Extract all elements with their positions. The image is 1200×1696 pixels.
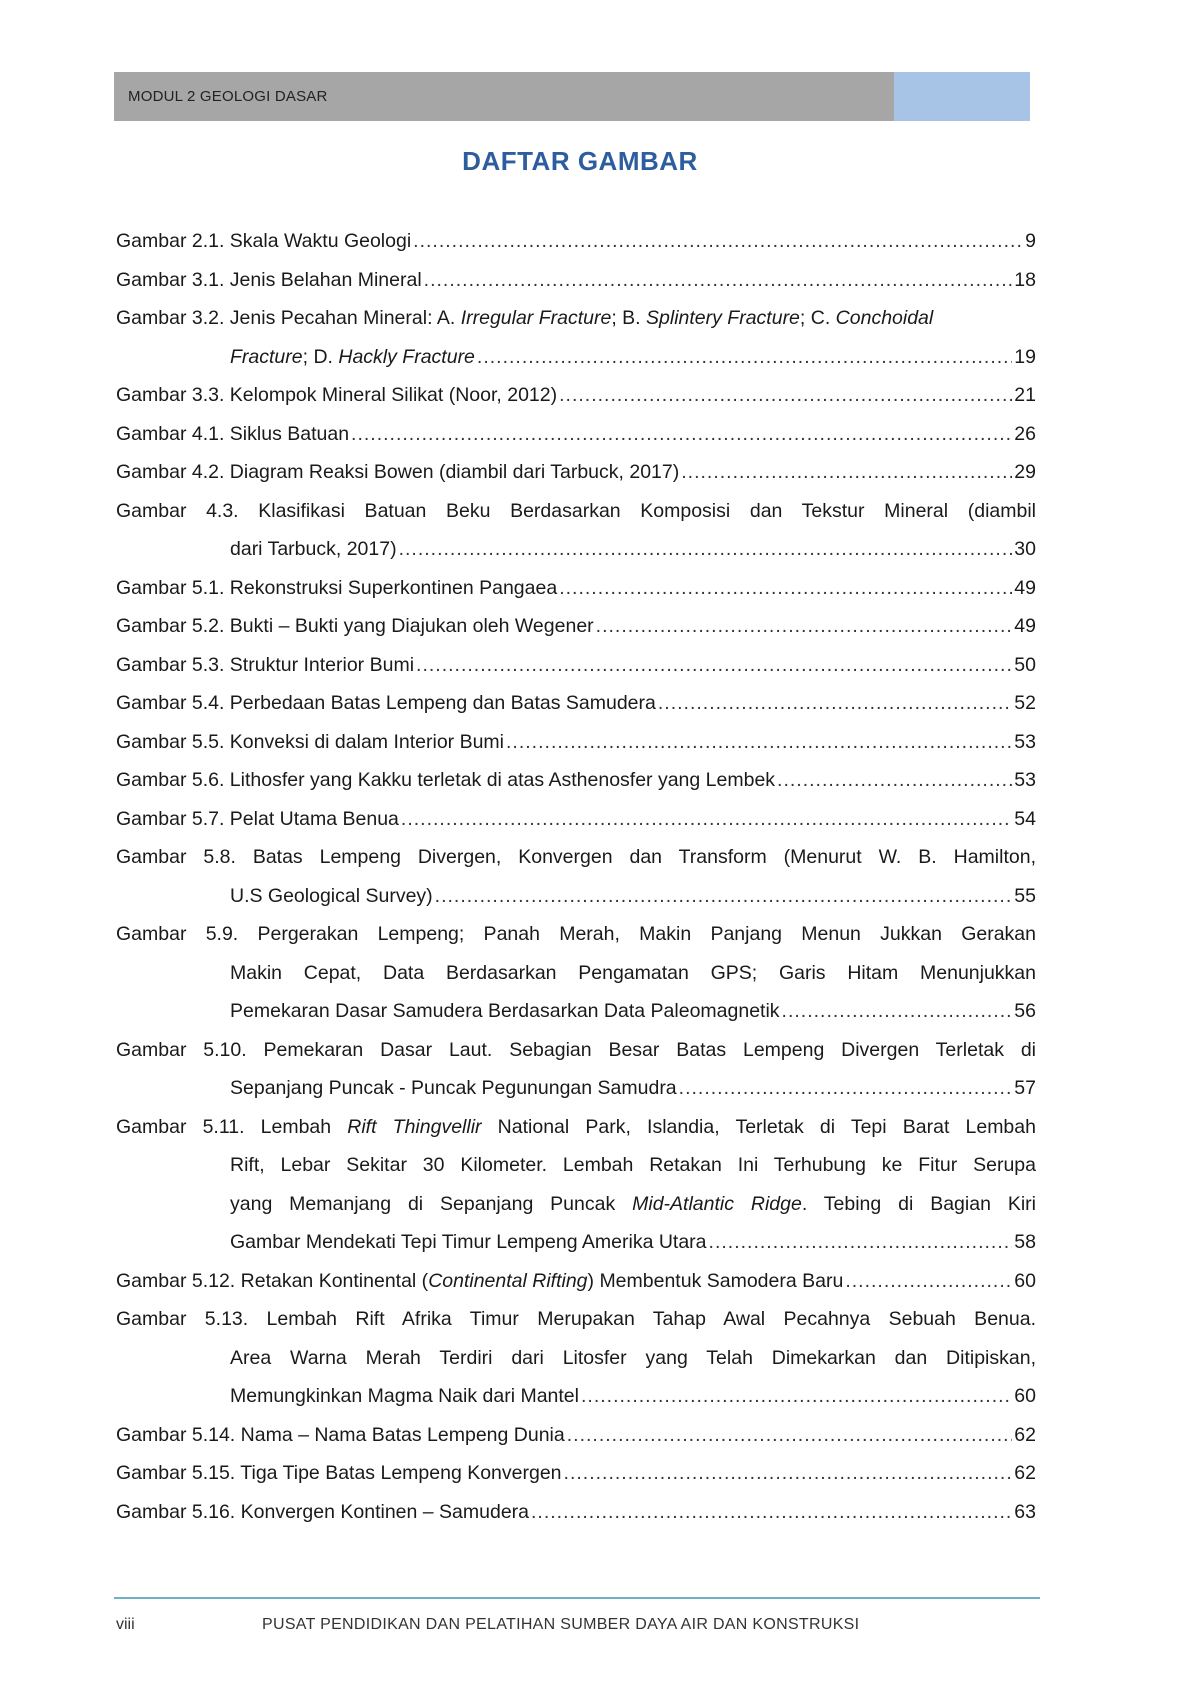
entry-text: Gambar 5.1. Rekonstruksi Superkontinen Pangaea xyxy=(116,576,558,599)
entry-text: Gambar 4.2. Diagram Reaksi Bowen (diambil dari Tarbuck, 2017) xyxy=(116,461,680,483)
footer-page-number: viii xyxy=(116,1616,135,1633)
toc-entry[interactable] xyxy=(116,1454,1036,1493)
page-number: 63 xyxy=(1014,1500,1036,1523)
toc-entry[interactable] xyxy=(116,838,1036,915)
page-number: 53 xyxy=(1014,769,1036,791)
entry-text: Rift, Lebar Sekitar 30 Kilometer. Lembah Retakan Ini Terhubung ke Fitur Serupa xyxy=(230,1154,1036,1176)
toc-entry[interactable] xyxy=(116,1108,1036,1262)
entry-text xyxy=(230,338,475,377)
list-of-figures xyxy=(116,222,1036,1531)
leader-dots xyxy=(679,1069,1013,1108)
page-title: DAFTAR GAMBAR xyxy=(462,146,698,176)
toc-entry[interactable] xyxy=(116,1493,1036,1532)
entry-text: Area Warna Merah Terdiri dari Litosfer yang Telah Dimekarkan dan Ditipiskan, xyxy=(230,1346,1036,1369)
entry-italic-term: Continental Rifting xyxy=(428,1269,588,1292)
leader-dots xyxy=(413,222,1023,261)
entry-text: Gambar 5.7. Pelat Utama Benua xyxy=(116,807,399,830)
toc-entry[interactable] xyxy=(116,761,1036,800)
page-number: 60 xyxy=(1014,1269,1036,1292)
leader-dots xyxy=(531,1493,1012,1532)
entry-text-part: ; D. xyxy=(302,345,339,368)
leader-dots xyxy=(401,800,1012,839)
entry-text: Gambar 5.4. Perbedaan Batas Lempeng dan Batas Samudera xyxy=(116,692,656,714)
entry-text-part: National Park, Islandia, Terletak di Tepi Barat Lembah xyxy=(481,1115,1036,1138)
page-number: 50 xyxy=(1014,653,1036,676)
page-number: 56 xyxy=(1014,1000,1036,1022)
entry-text: Gambar 5.16. Konvergen Kontinen – Samudera xyxy=(116,1500,530,1523)
page-number: 52 xyxy=(1014,692,1036,714)
leader-dots xyxy=(399,530,1013,569)
entry-italic-term: Hackly Fracture xyxy=(338,345,475,368)
toc-entry[interactable] xyxy=(116,1300,1036,1416)
page-number: 57 xyxy=(1014,1077,1036,1099)
entry-text-part: ; C. xyxy=(799,307,836,329)
leader-dots xyxy=(658,684,1012,723)
leader-dots xyxy=(559,569,1012,608)
entry-italic-term: Conchoidal xyxy=(835,307,934,329)
entry-text: Pemekaran Dasar Samudera Berdasarkan Data Paleomagnetik xyxy=(230,1000,780,1022)
entry-text: Gambar 5.6. Lithosfer yang Kakku terletak di atas Asthenosfer yang Lembek xyxy=(116,769,776,791)
entry-text xyxy=(116,1262,843,1301)
entry-text: Gambar 4.3. Klasifikasi Batuan Beku Berdasarkan Komposisi dan Tekstur Mineral (diambil xyxy=(116,499,1036,522)
entry-text: dari Tarbuck, 2017) xyxy=(230,538,397,560)
leader-dots xyxy=(845,1262,1012,1301)
entry-text: Gambar 5.9. Pergerakan Lempeng; Panah Merah, Makin Panjang Menun Jukkan Gerakan xyxy=(116,923,1036,945)
toc-entry[interactable] xyxy=(116,607,1036,646)
leader-dots xyxy=(424,261,1013,300)
page-number: 49 xyxy=(1014,576,1036,599)
entry-italic-term: Splintery Fracture xyxy=(646,307,800,329)
page-number: 29 xyxy=(1014,461,1036,483)
page-number: 58 xyxy=(1014,1231,1036,1253)
toc-entry[interactable] xyxy=(116,1262,1036,1301)
entry-text: Makin Cepat, Data Berdasarkan Pengamatan GPS; Garis Hitam Menunjukkan xyxy=(230,961,1036,984)
toc-entry[interactable] xyxy=(116,453,1036,492)
footer-divider xyxy=(114,1597,1040,1599)
toc-entry[interactable] xyxy=(116,646,1036,685)
entry-text: Gambar Mendekati Tepi Timur Lempeng Amerika Utara xyxy=(230,1231,707,1253)
entry-text: Memungkinkan Magma Naik dari Mantel xyxy=(230,1385,579,1407)
leader-dots xyxy=(567,1416,1013,1455)
page-number: 60 xyxy=(1014,1385,1036,1407)
page-number: 18 xyxy=(1014,268,1036,291)
leader-dots xyxy=(435,877,1013,916)
running-header xyxy=(114,72,1030,121)
entry-text xyxy=(116,1185,1036,1224)
entry-text-part: Gambar 5.12. Retakan Kontinental ( xyxy=(116,1269,429,1292)
entry-text xyxy=(116,299,933,338)
entry-text: Sepanjang Puncak - Puncak Pegunungan Samudra xyxy=(230,1077,677,1099)
leader-dots xyxy=(581,1377,1012,1416)
entry-italic-term: Rift Thingvellir xyxy=(347,1115,482,1138)
toc-entry[interactable] xyxy=(116,569,1036,608)
entry-text-part: ) Membentuk Samodera Baru xyxy=(587,1269,844,1292)
toc-entry[interactable] xyxy=(116,299,1036,376)
entry-text: Gambar 5.13. Lembah Rift Afrika Timur Merupakan Tahap Awal Pecahnya Sebuah Benua. xyxy=(116,1308,1036,1330)
toc-entry[interactable] xyxy=(116,492,1036,569)
footer-organization: PUSAT PENDIDIKAN DAN PELATIHAN SUMBER DAYA AIR DAN KONSTRUKSI xyxy=(262,1616,860,1633)
page-number: 30 xyxy=(1014,538,1036,560)
entry-italic-term: Fracture xyxy=(230,345,303,368)
leader-dots xyxy=(416,646,1012,685)
page-number: 62 xyxy=(1014,1462,1036,1484)
toc-entry[interactable] xyxy=(116,376,1036,415)
toc-entry[interactable] xyxy=(116,1031,1036,1108)
toc-entry[interactable] xyxy=(116,723,1036,762)
toc-entry[interactable] xyxy=(116,684,1036,723)
leader-dots xyxy=(596,607,1013,646)
toc-entry[interactable] xyxy=(116,1416,1036,1455)
module-title: MODUL 2 GEOLOGI DASAR xyxy=(128,88,328,105)
entry-text: U.S Geological Survey) xyxy=(230,884,433,907)
entry-italic-term: Irregular Fracture xyxy=(460,307,612,329)
entry-text: Gambar 5.2. Bukti – Bukti yang Diajukan oleh Wegener xyxy=(116,615,594,637)
toc-entry[interactable] xyxy=(116,915,1036,1031)
leader-dots xyxy=(477,338,1012,377)
toc-entry[interactable] xyxy=(116,261,1036,300)
toc-entry[interactable] xyxy=(116,800,1036,839)
entry-text: Gambar 4.1. Siklus Batuan xyxy=(116,422,350,445)
leader-dots xyxy=(559,376,1012,415)
leader-dots xyxy=(709,1223,1013,1262)
entry-text: Gambar 5.8. Batas Lempeng Divergen, Konvergen dan Transform (Menurut W. B. Hamilton, xyxy=(116,846,1036,868)
leader-dots xyxy=(506,723,1012,762)
page-number: 53 xyxy=(1014,730,1036,753)
entry-text: Gambar 5.15. Tiga Tipe Batas Lempeng Konvergen xyxy=(116,1462,562,1484)
header-accent-block xyxy=(894,72,1030,121)
page-number: 49 xyxy=(1014,615,1036,637)
entry-text xyxy=(116,1108,1036,1147)
leader-dots xyxy=(351,415,1012,454)
entry-text-part: Gambar 3.2. Jenis Pecahan Mineral: A. xyxy=(116,307,461,329)
page-number: 19 xyxy=(1014,345,1036,368)
leader-dots xyxy=(782,992,1013,1031)
entry-text: Gambar 5.5. Konveksi di dalam Interior Bumi xyxy=(116,730,505,753)
entry-text: Gambar 3.1. Jenis Belahan Mineral xyxy=(116,268,422,291)
entry-text: Gambar 5.14. Nama – Nama Batas Lempeng Dunia xyxy=(116,1423,565,1446)
leader-dots xyxy=(681,453,1012,492)
entry-text-part: . Tebing di Bagian Kiri xyxy=(801,1192,1036,1215)
page-number: 21 xyxy=(1014,384,1036,406)
page-number: 62 xyxy=(1014,1423,1036,1446)
entry-text: Gambar 5.10. Pemekaran Dasar Laut. Sebagian Besar Batas Lempeng Divergen Terletak di xyxy=(116,1038,1036,1061)
page-number: 55 xyxy=(1014,884,1036,907)
toc-entry[interactable] xyxy=(116,415,1036,454)
leader-dots xyxy=(564,1454,1013,1493)
entry-text-part: Gambar 5.11. Lembah xyxy=(116,1115,348,1138)
page-number: 54 xyxy=(1014,807,1036,830)
page-number: 26 xyxy=(1014,422,1036,445)
entry-text-part: ; B. xyxy=(611,307,647,329)
entry-text-part: yang Memanjang di Sepanjang Puncak xyxy=(230,1192,633,1215)
page-number: 9 xyxy=(1025,230,1036,252)
entry-italic-term: Mid-Atlantic Ridge xyxy=(632,1192,802,1215)
entry-text: Gambar 5.3. Struktur Interior Bumi xyxy=(116,653,415,676)
toc-entry[interactable] xyxy=(116,222,1036,261)
leader-dots xyxy=(777,761,1012,800)
entry-text: Gambar 3.3. Kelompok Mineral Silikat (Noor, 2012) xyxy=(116,384,558,406)
entry-text: Gambar 2.1. Skala Waktu Geologi xyxy=(116,230,412,252)
